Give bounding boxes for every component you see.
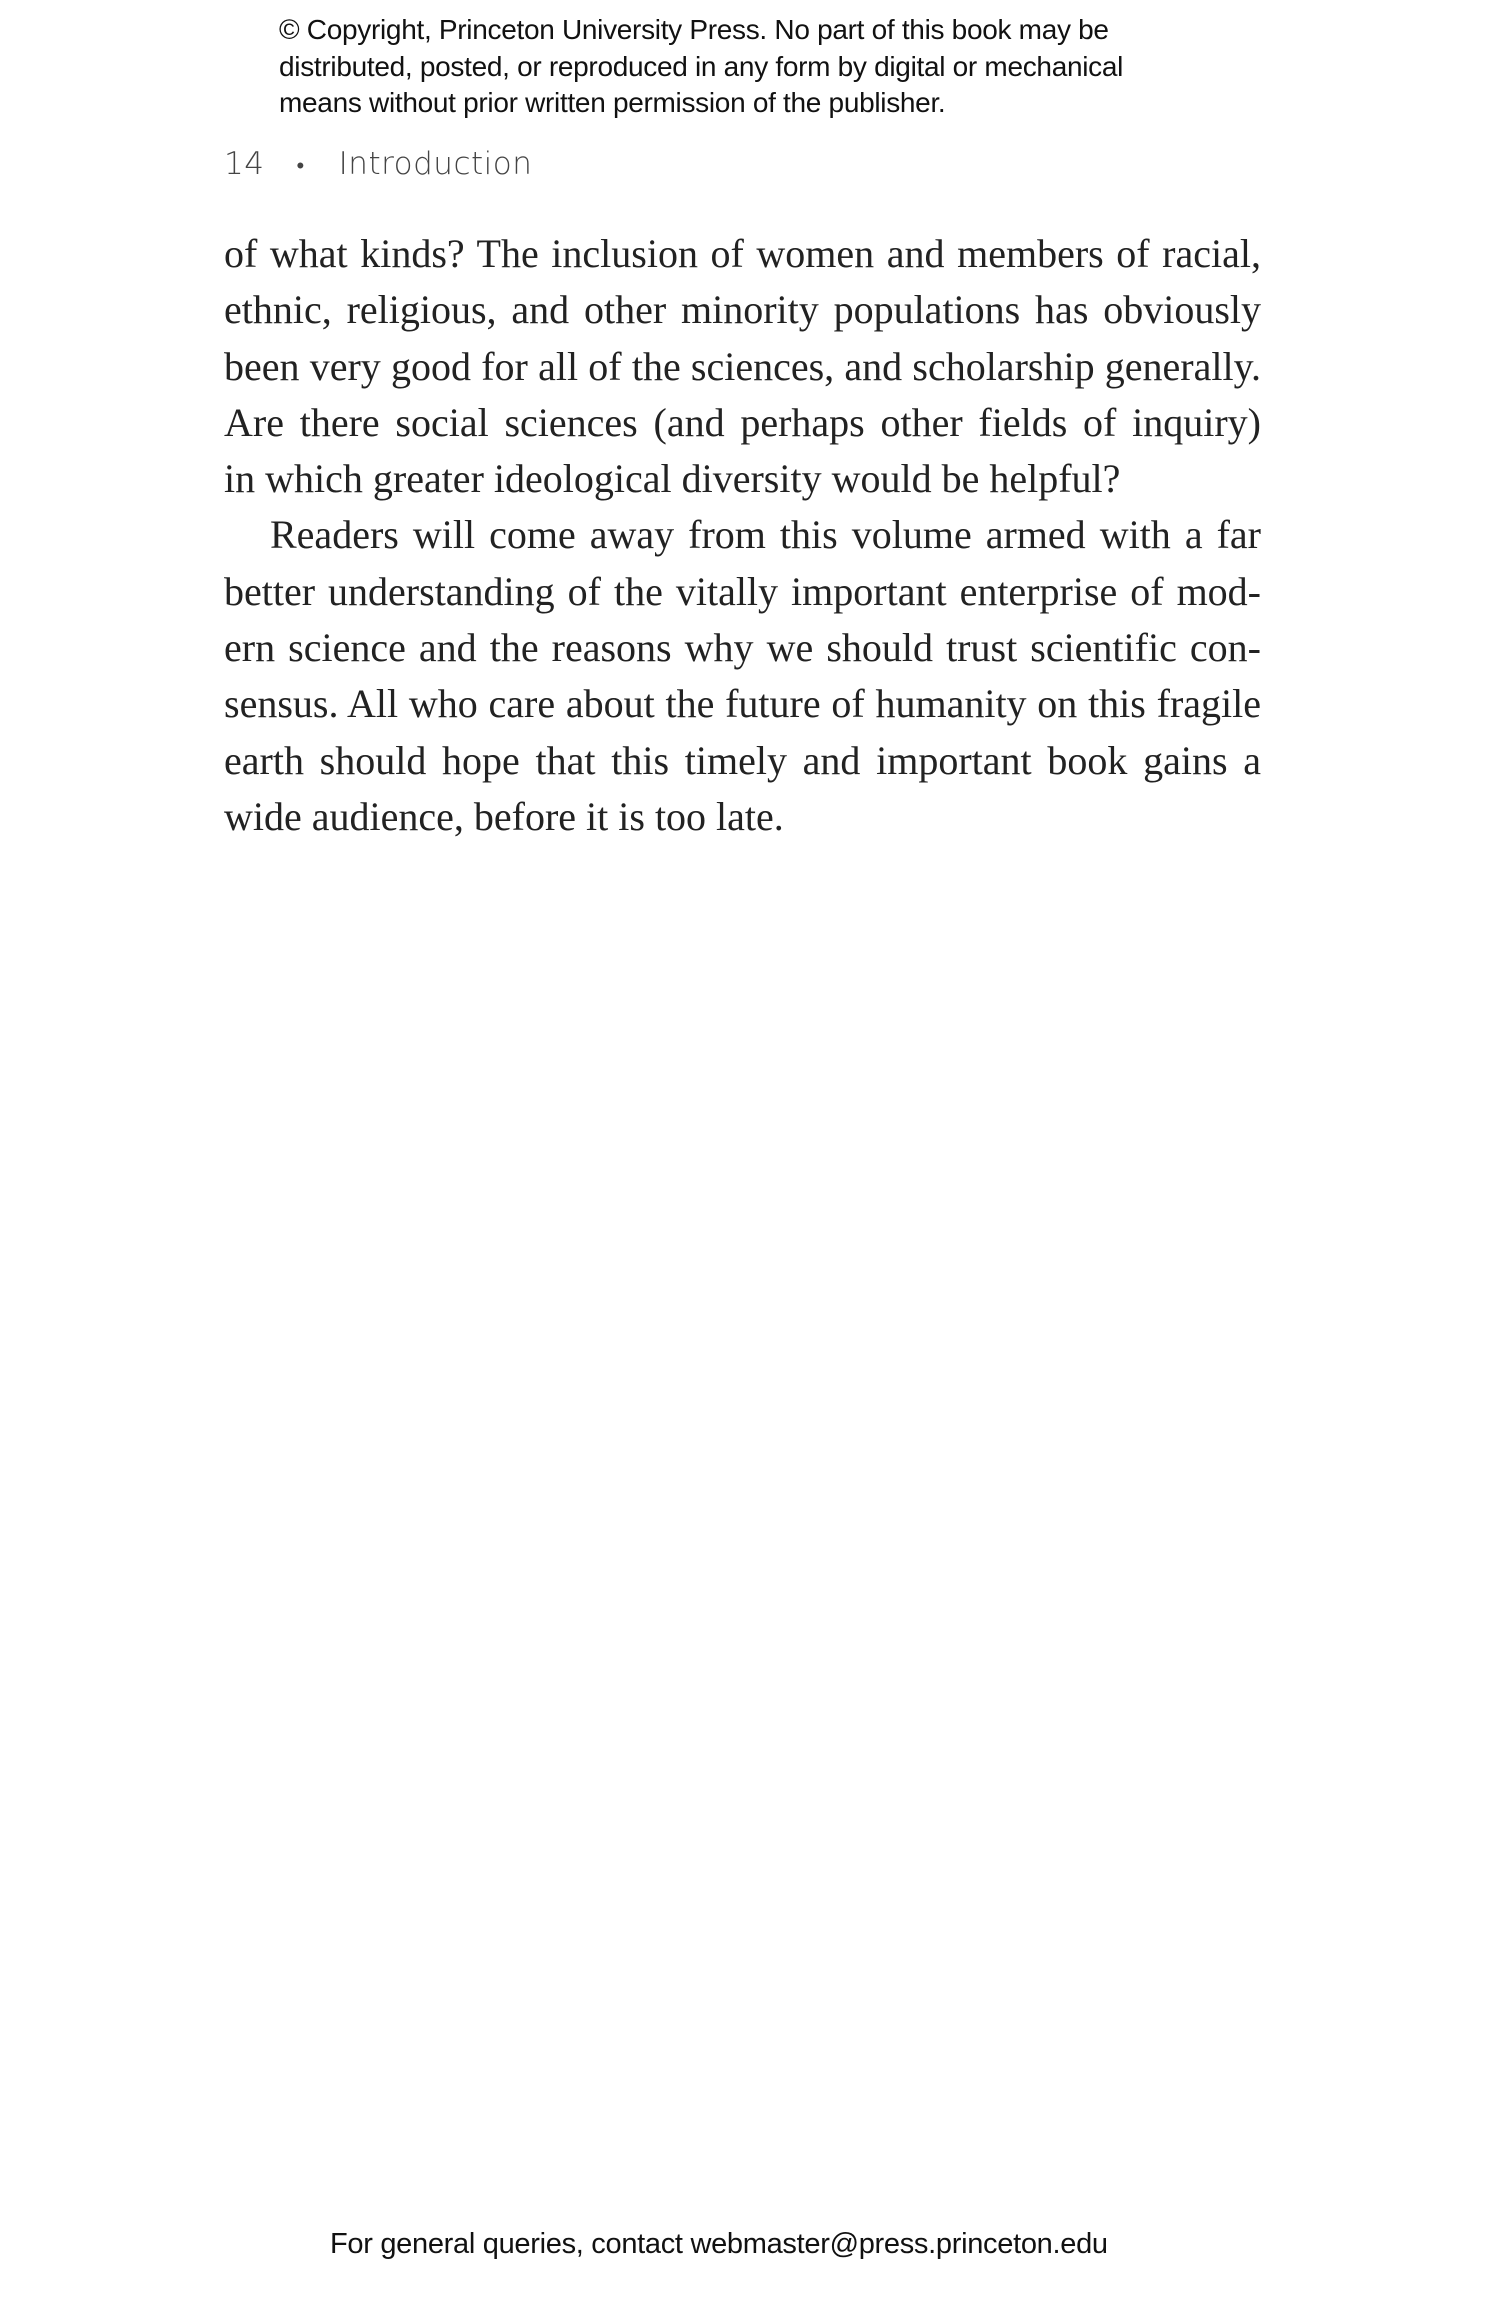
text-line-content: ern science and the reasons why we should trust scientific con- [224,625,1261,671]
text-line [224,733,1261,789]
text-line [224,507,1261,563]
text-line [224,789,1261,845]
bullet-separator: • [296,153,305,179]
text-line-content: been very good for all of the sciences, and scholarship generally. [224,343,1261,389]
body-text [224,226,1261,845]
text-line [224,620,1261,676]
text-line [224,339,1261,395]
page-number: 14 [224,146,265,182]
text-line [224,451,1261,507]
text-line-content: better understanding of the vitally important enterprise of mod- [224,568,1261,614]
text-line-content: wide audience, before it is too late. [224,793,784,839]
copyright-notice [279,12,1239,122]
text-line-content: Readers will come away from this volume armed with a far [270,512,1261,558]
text-line-content: in which greater ideological diversity would be helpful? [224,456,1121,502]
text-line [224,564,1261,620]
section-title: Introduction [338,146,533,182]
text-line [224,395,1261,451]
copyright-line: © Copyright, Princeton University Press. No part of this book may be [279,14,1109,45]
copyright-line: distributed, posted, or reproduced in any form by digital or mechanical [279,50,1124,82]
running-head [224,146,532,182]
text-line-content: Are there social sciences (and perhaps other fields of inquiry) [224,399,1261,445]
text-line-content: ethnic, religious, and other minority populations has obviously [224,287,1261,333]
text-line [224,226,1261,282]
copyright-line: means without prior written permission of the publisher. [279,87,946,118]
footer-contact: For general queries, contact webmaster@press.princeton.edu [330,2228,1108,2260]
text-line [224,282,1261,338]
text-line-content: sensus. All who care about the future of humanity on this fragile [224,681,1261,727]
text-line-content: earth should hope that this timely and important book gains a [224,737,1261,783]
text-line [224,676,1261,732]
text-line-content: of what kinds? The inclusion of women and members of racial, [224,231,1261,276]
